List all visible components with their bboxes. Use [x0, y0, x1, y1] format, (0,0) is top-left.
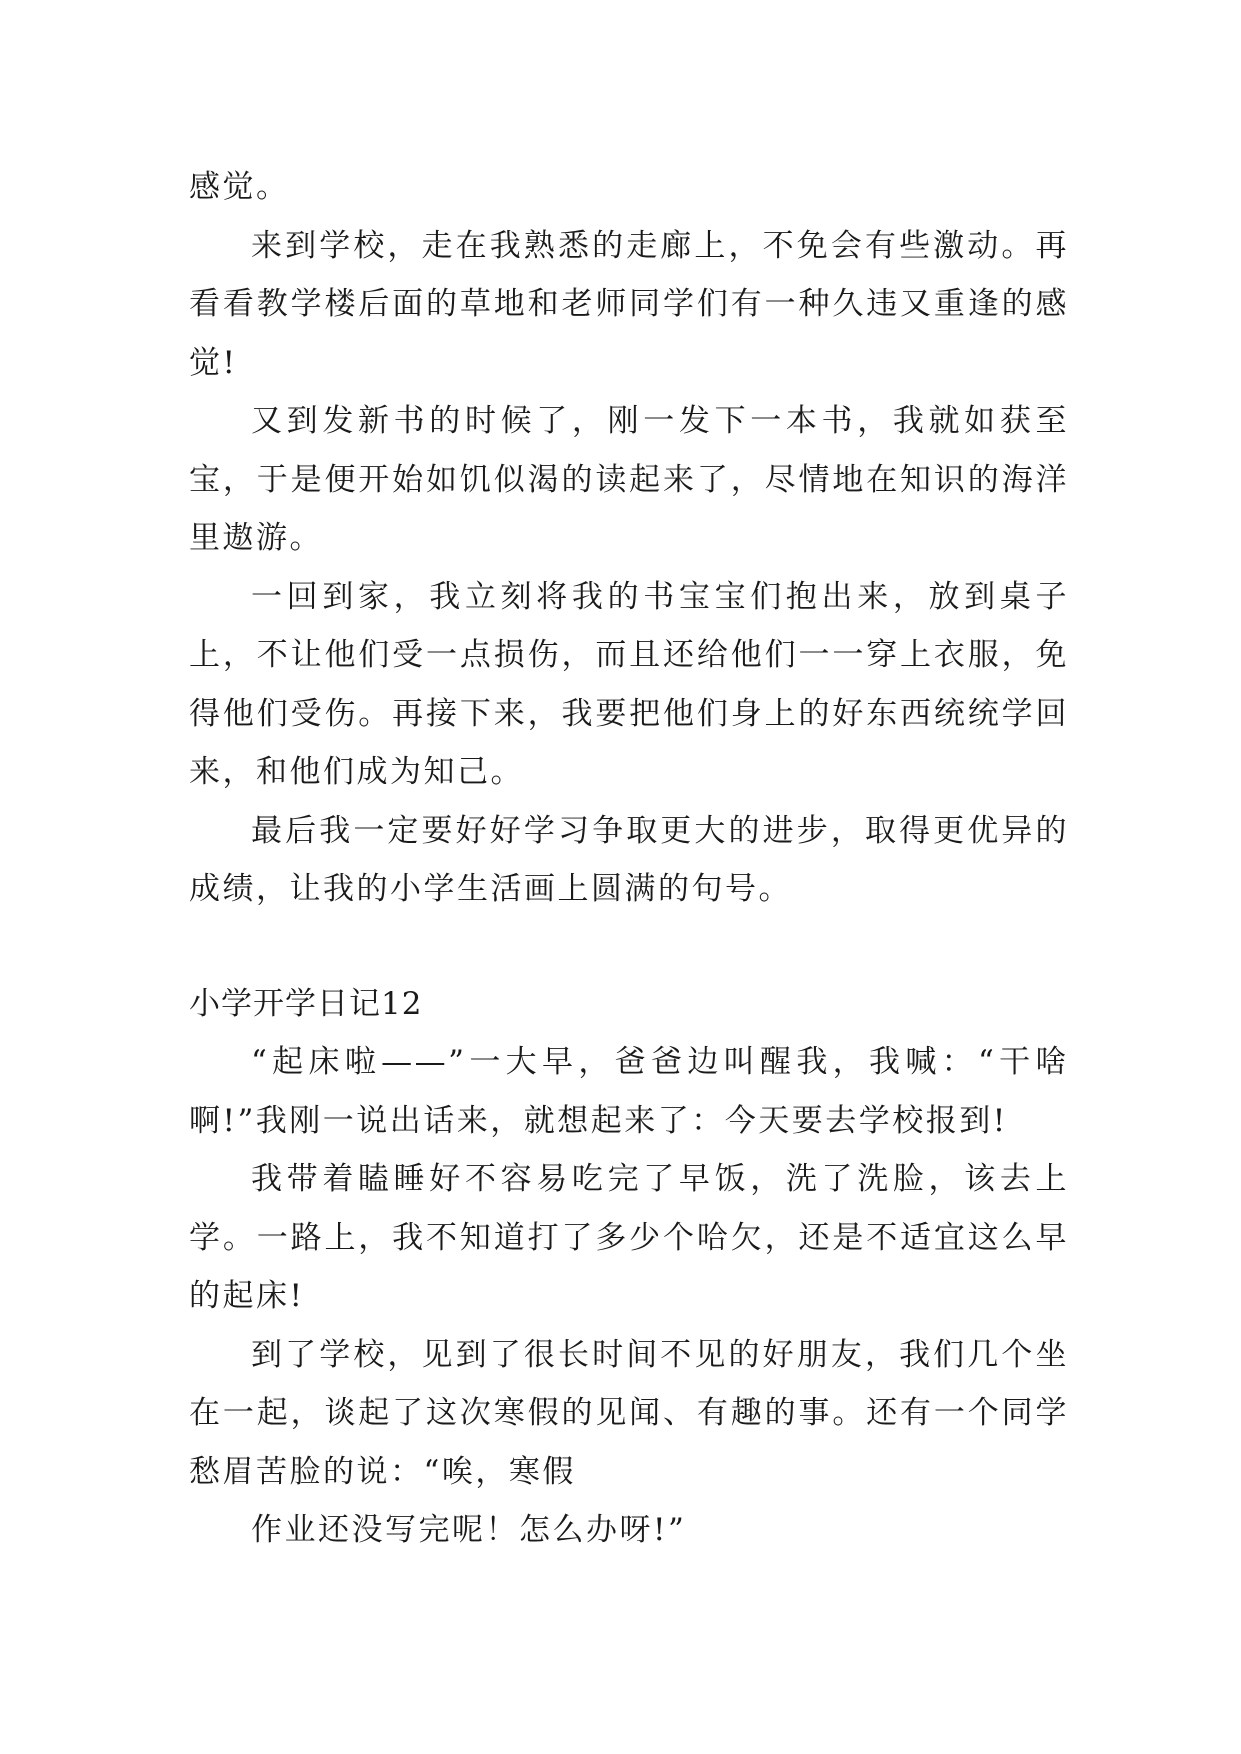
- paragraph: 作业还没写完呢！怎么办呀!”: [251, 1512, 687, 1548]
- document-body: [189, 158, 1069, 1560]
- paragraph: 到了学校，见到了很长时间不见的好朋友，我们几个坐在一起，谈起了这次寒假的见闻、有趣的事。还有一个同学愁眉苦脸的说：“唉，寒假: [189, 1336, 1069, 1490]
- paragraph: 我带着瞌睡好不容易吃完了早饭，洗了洗脸，该去上学。一路上，我不知道打了多少个哈欠，还是不适宜这么早的起床!: [189, 1161, 1069, 1314]
- paragraph: 一回到家，我立刻将我的书宝宝们抱出来，放到桌子上，不让他们受一点损伤，而且还给他们一一穿上衣服，免得他们受伤。再接下来，我要把他们身上的好东西统统学回来，和他们成为知己。: [189, 578, 1069, 790]
- section-heading: 小学开学日记12: [189, 985, 423, 1022]
- paragraph: 最后我一定要好好学习争取更大的进步，取得更优异的成绩，让我的小学生活画上圆满的句号。: [189, 812, 1069, 907]
- paragraph: “起床啦——”一大早，爸爸边叫醒我，我喊：“干啥啊!”我刚一说出话来，就想起来了：今天要去学校报到!: [189, 1044, 1069, 1139]
- paragraph: 感觉。: [189, 169, 290, 205]
- paragraph: 来到学校，走在我熟悉的走廊上，不免会有些激动。再看看教学楼后面的草地和老师同学们有一种久违又重逢的感觉!: [189, 227, 1069, 381]
- paragraph: 又到发新书的时候了，刚一发下一本书，我就如获至宝，于是便开始如饥似渴的读起来了，尽情地在知识的海洋里遨游。: [189, 403, 1069, 556]
